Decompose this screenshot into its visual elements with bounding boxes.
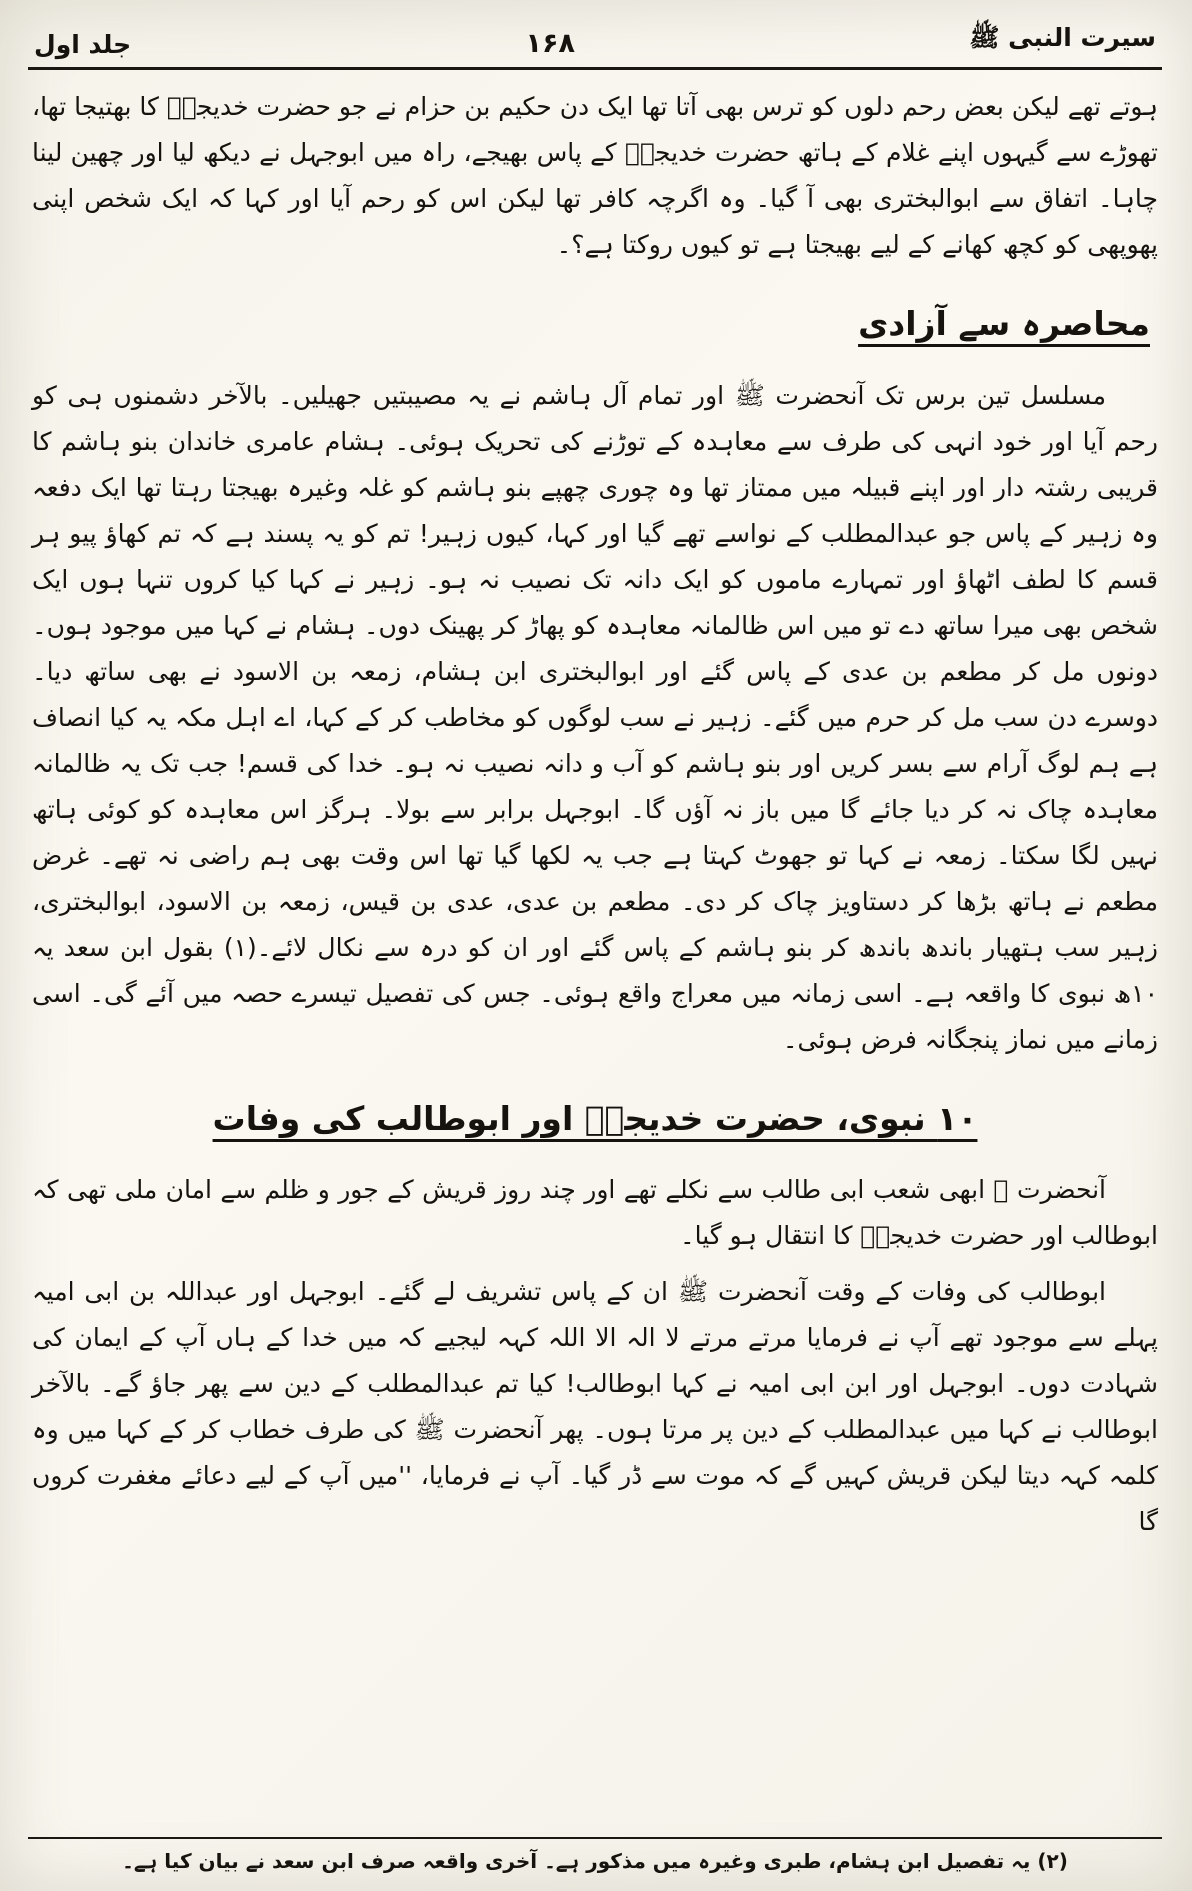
section-heading-deaths: ۱۰ نبوی، حضرت خدیجہؓ اور ابوطالب کی وفات	[212, 1098, 978, 1138]
section-heading-siege-freedom: محاصرہ سے آزادی	[858, 304, 1150, 343]
page-header	[28, 22, 1162, 70]
paragraph-deaths-intro: آنحضرت ﷺ ابھی شعب ابی طالب سے نکلے تھے اور چند روز قریش کے جور و ظلم سے امان ملی تھی کہ ابوطالب اور حضرت خدیجہؓ کا انتقال ہو گیا۔	[32, 1175, 1158, 1251]
paragraph-continuation: ہوتے تھے لیکن بعض رحم دلوں کو ترس بھی آتا تھا ایک دن حکیم بن حزام نے جو حضرت خدیجہؓ کا بھتیجا تھا، تھوڑے سے گیہوں اپنے غلام کے ہاتھ حضرت خدیجہؓ کے پاس بھیجے، راہ میں ابوجہل نے دیکھ لیا اور چھین لینا چاہا۔ اتفاق سے ابوالبختری بھی آ گیا۔ وہ اگرچہ کافر تھا لیکن اس کو رحم آیا اور کہا کہ ایک شخص اپنی پھوپھی کو کچھ کھانے کے لیے بھیجتا ہے تو کیوں روکتا ہے؟۔	[32, 92, 1158, 259]
page-body	[28, 70, 1162, 1555]
footnote-text: (۲) یہ تفصیل ابن ہشام، طبری وغیرہ میں مذکور ہے۔ آخری واقعہ صرف ابن سعد نے بیان کیا ہے۔	[122, 1849, 1068, 1873]
volume-label: جلد اول	[34, 30, 132, 59]
paragraph-abu-talib-death: ابوطالب کی وفات کے وقت آنحضرت ﷺ ان کے پاس تشریف لے گئے۔ ابوجہل اور عبداللہ بن ابی امیہ پہلے سے موجود تھے آپ نے فرمایا مرتے مرتے لا الہ الا اللہ کہہ لیجیے کہ میں خدا کے ہاں آپ کے ایمان کی شہادت دوں۔ ابوجہل اور ابن ابی امیہ نے کہا ابوطالب! کیا تم عبدالمطلب کے دین سے پھر جاؤ گے۔ بالآخر ابوطالب نے کہا میں عبدالمطلب کے دین پر مرتا ہوں۔ پھر آنحضرت ﷺ کی طرف خطاب کر کے کہا میں وہ کلمہ کہہ دیتا لیکن قریش کہیں گے کہ موت سے ڈر گیا۔ آپ نے فرمایا، ''میں آپ کے لیے دعائے مغفرت کروں گا	[32, 1277, 1158, 1537]
book-title: سیرت النبی ﷺ	[969, 23, 1156, 52]
footnote	[28, 1837, 1162, 1873]
page-number: ۱۶۸	[525, 28, 575, 59]
paragraph-siege-end: مسلسل تین برس تک آنحضرت ﷺ اور تمام آل ہاشم نے یہ مصیبتیں جھیلیں۔ بالآخر دشمنوں ہی کو رحم آیا اور خود انہی کی طرف سے معاہدہ کے توڑنے کی تحریک ہوئی۔ ہشام عامری خاندان بنو ہاشم کا قریبی رشتہ دار اور اپنے قبیلہ میں ممتاز تھا وہ چوری چھپے بنو ہاشم کو غلہ وغیرہ بھیجتا رہتا تھا ایک دفعہ وہ زہیر کے پاس جو عبدالمطلب کے نواسے تھے گیا اور کہا، کیوں زہیر! تم کو یہ پسند ہے کہ تم کھاؤ پیو ہر قسم کا لطف اٹھاؤ اور تمہارے ماموں کو ایک دانہ تک نصیب نہ ہو۔ زہیر نے کہا کیا کروں تنہا ہوں ایک شخص بھی میرا ساتھ دے تو میں اس ظالمانہ معاہدہ کو پھاڑ کر پھینک دوں۔ ہشام نے کہا میں موجود ہوں۔ دونوں مل کر مطعم بن عدی کے پاس گئے اور ابوالبختری ابن ہشام، زمعہ بن الاسود نے بھی ساتھ دیا۔ دوسرے دن سب مل کر حرم میں گئے۔ زہیر نے سب لوگوں کو مخاطب کر کے کہا، اے اہل مکہ یہ کیا انصاف ہے ہم لوگ آرام سے بسر کریں اور بنو ہاشم کو آب و دانہ نصیب نہ ہو۔ خدا کی قسم! جب تک یہ ظالمانہ معاہدہ چاک نہ کر دیا جائے گا میں باز نہ آؤں گا۔ ابوجہل برابر سے بولا۔ ہرگز اس معاہدہ کو کوئی ہاتھ نہیں لگا سکتا۔ زمعہ نے کہا تو جھوٹ کہتا ہے جب یہ لکھا گیا تھا اس وقت بھی ہم راضی نہ تھے۔ غرض مطعم نے ہاتھ بڑھا کر دستاویز چاک کر دی۔ مطعم بن عدی، عدی بن قیس، زمعہ بن الاسود، ابوالبختری، زہیر سب ہتھیار باندھ باندھ کر بنو ہاشم کے پاس گئے اور ان کو درہ سے نکال لائے۔(۱) بقول ابن سعد یہ ۱۰ھ نبوی کا واقعہ ہے۔ اسی زمانہ میں معراج واقع ہوئی۔ جس کی تفصیل تیسرے حصہ میں آئے گی۔ اسی زمانے میں نماز پنجگانہ فرض ہوئی۔	[32, 380, 1158, 1054]
